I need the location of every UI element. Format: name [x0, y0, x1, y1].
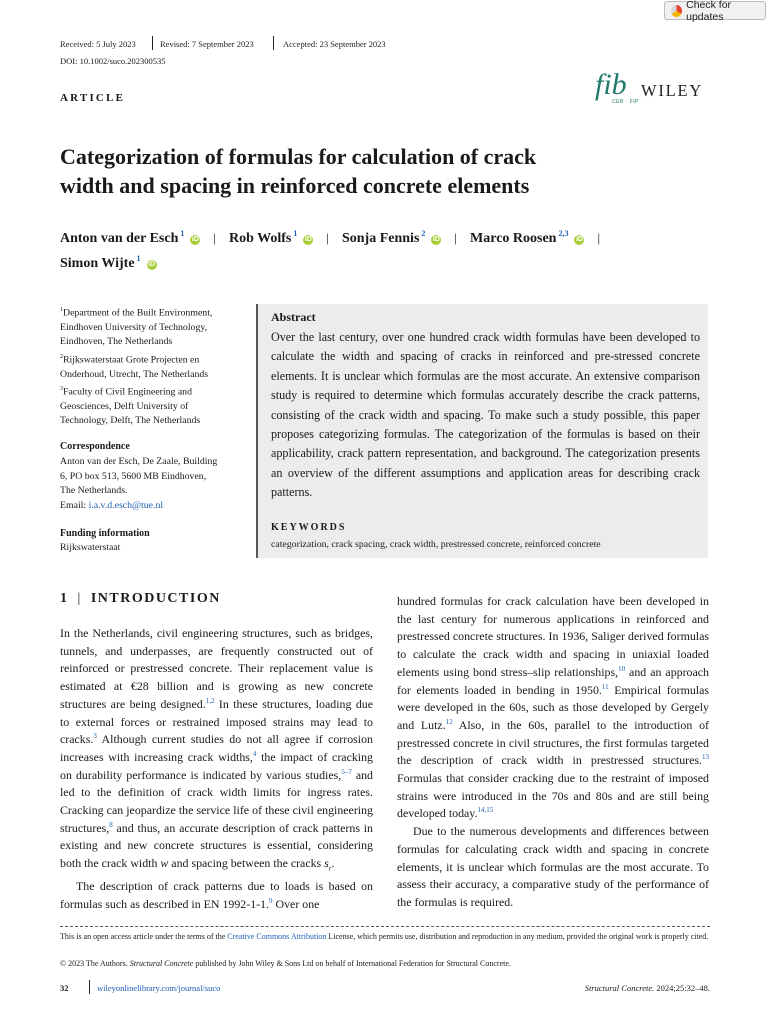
affiliation-marker[interactable]: 2	[421, 229, 426, 239]
keywords-text: categorization, crack spacing, crack width, prestressed concrete, reinforced concrete	[271, 539, 601, 550]
affiliation-item: $^3$Faculty of Civil Engineering and	[60, 386, 192, 398]
copyright-notice: © 2023 The Authors. Structural Concrete published by John Wiley & Sons Ltd on behalf of International Federation for Structural Concrete.	[60, 959, 511, 968]
citation-link[interactable]: 10	[618, 664, 626, 673]
author-separator: |	[597, 230, 601, 245]
author-separator: |	[213, 230, 216, 245]
paragraph: In the Netherlands, civil engineering structures, such as bridges, tunnels, and underpasses, are frequently constructed out of reinforced or prestressed concrete. Their replacement value is estimated at €28 billion and is growing as new concrete structures are being designed.$^{1,2}$ In these structures, loading due to external forces or restrained imposed strains may lead to cracks.$^3$ Although current studies do not all agree if corrosion increases with increasing crack widths,$^4$ the impact of cracking on durability performance is indicated by various studies,$^{5-7}$ and led to the definition of crack width limits for ingress rates. Cracking can jeopardize the service life of these civil engineering structures,$^8$ and thus, an accurate description of crack patterns in existing and new concrete structures is essential, considering both the crack width w and spacing between the cracks $s_r$.	[60, 626, 373, 873]
license-notice: This is an open access article under the terms of the Creative Commons Attribution License, which permits use, distribution and reproduction in any medium, provided the original work is properly cited.	[60, 932, 709, 941]
author-name[interactable]: Sonja Fennis	[341, 231, 420, 246]
keywords-heading: KEYWORDS	[271, 522, 347, 533]
received-date: Received: 5 July 2023	[60, 39, 136, 49]
section-heading: 1 | INTRODUCTION	[60, 591, 221, 606]
abstract-text: Over the last century, over one hundred crack width formulas have been developed to calculate the width and spacing of cracks in reinforced and pre-stressed concrete elements. It is unclear which formulas are the most accurate. An extensive comparison study is required to determine which formulas accurately describe the crack patterns, consisting of the crack width and spacing. To make such a study possible, this paper proposes categorizing formulas. The categorization of the formulas is based on their applicability, crack pattern representation, and background. The categorization presents an overview of the different assumptions and application areas for describing crack patterns.	[271, 330, 700, 500]
author-name[interactable]: Marco Roosen	[470, 231, 557, 246]
orcid-icon[interactable]: iD	[191, 236, 199, 243]
crossmark-icon	[671, 5, 682, 17]
body-column-left	[60, 625, 373, 914]
article-type: ARTICLE	[60, 92, 126, 104]
orcid-icon[interactable]: iD	[432, 236, 440, 243]
check-for-updates-button[interactable]	[664, 0, 766, 23]
affiliation-marker[interactable]: 2,3	[558, 229, 569, 239]
affiliation-item: $^2$Rijkswaterstaat Grote Projecten en	[60, 353, 200, 366]
author-list-line-2	[60, 254, 157, 272]
paragraph: hundred formulas for crack calculation have been developed in the last century for numerous applications in reinforced and prestressed concrete structures. In 1936, Saliger derived formulas to calculate the crack width and spacing in uniaxial loaded elements using bond stress–slip relationships,$^{10}$ and an approach for elements loaded in bending in 1950.11 Empirical formulas were developed in the 60s, such as those developed by Gergely and Lutz.$^{12}$ Also, in the 60s, parallel to the introduction of prestressed concrete in civil structures, the first formulas targeted the description of crack width in prestressed structures.$^{13}$ Formulas that consider cracking due to the restraint of imposed strains were introduced in the 70s and 80s and are still being developed today.$^{14,15}$	[397, 594, 709, 821]
author-separator: |	[326, 230, 329, 245]
correspondence-info: Anton van der Esch, De Zaale, Building 6, PO box 513, 5600 MB Eindhoven, The Netherlands. Email: i.a.v.d.esch@tue.nl	[60, 456, 218, 511]
title-line-2: width and spacing in reinforced concrete elements	[60, 173, 530, 198]
citation-link[interactable]: 3	[93, 732, 97, 741]
citation-link[interactable]: 13	[702, 753, 709, 762]
affiliations: $^1$Department of the Built Environment, Eindhoven University of Technology, Eindhoven, The Netherlands $^2$Rijkswaterstaat Grote Projecten en Onderhoud, Utrecht, The Netherlands $^3$Faculty of Civil Engineering and Geosciences, Delft University of Technology, Delft, The Netherlands	[60, 303, 245, 429]
citation-link[interactable]: 11	[601, 682, 609, 691]
affiliation-marker[interactable]: 1	[180, 229, 185, 239]
citation-link[interactable]: 5–7	[341, 767, 352, 776]
citation-link[interactable]: 14,15	[477, 806, 494, 815]
author-name[interactable]: Anton van der Esch	[60, 231, 179, 246]
correspondence-heading: Correspondence	[60, 441, 130, 452]
author-name[interactable]: Rob Wolfs	[229, 231, 292, 246]
page-number: 32	[60, 983, 69, 993]
author-name[interactable]: Simon Wijte	[60, 256, 135, 271]
abstract-heading: Abstract	[271, 310, 316, 324]
citation-link[interactable]: 12	[445, 717, 453, 726]
paragraph: Due to the numerous developments and differences between formulas for calculating crack width and spacing in concrete elements, it is unclear which formulas are the most accurate. To assess their accuracy, a comparative study of the performance of the formulas is required.	[397, 824, 709, 909]
footer-divider	[60, 926, 710, 927]
affiliation-item: $^1$Department of the Built Environment,	[60, 307, 213, 319]
citation-link[interactable]: 9	[269, 896, 273, 905]
orcid-icon[interactable]: iD	[575, 236, 583, 243]
citation-link[interactable]: 1,2	[205, 696, 215, 705]
license-link[interactable]: Creative Commons Attribution	[227, 932, 327, 941]
affiliation-marker[interactable]: 1	[293, 229, 298, 239]
doi: DOI: 10.1002/suco.202300535	[60, 56, 166, 66]
title-line-1: Categorization of formulas for calculation of crack	[60, 144, 537, 169]
affiliation-marker[interactable]: 1	[136, 254, 141, 264]
check-for-updates-label: Check for updates	[686, 0, 732, 23]
page-title	[60, 142, 700, 200]
fib-logo-subtext: CEB · FIP	[612, 99, 640, 105]
accepted-date: Accepted: 23 September 2023	[283, 39, 386, 49]
revised-date: Revised: 7 September 2023	[160, 39, 254, 49]
fib-logo: fib	[595, 68, 627, 101]
orcid-icon[interactable]: iD	[148, 261, 156, 268]
author-separator: |	[454, 230, 458, 245]
citation-link[interactable]: 4	[252, 749, 257, 758]
header-divider	[152, 36, 153, 50]
body-column-right	[397, 593, 709, 912]
funding-heading: Funding information	[60, 528, 150, 539]
header-divider	[273, 36, 274, 50]
citation-link[interactable]: 8	[109, 820, 113, 829]
wiley-logo: WILEY	[641, 81, 704, 100]
journal-site-link[interactable]: wileyonlinelibrary.com/journal/suco	[97, 983, 221, 993]
journal-citation: Structural Concrete. 2024;25:32–48.	[584, 983, 710, 993]
paragraph: The description of crack patterns due to loads is based on formulas such as described in EN 1992-1-1.$^9$ Over one	[60, 879, 373, 911]
footer-separator	[89, 980, 90, 994]
author-list	[60, 229, 720, 247]
email-link[interactable]: i.a.v.d.esch@tue.nl	[88, 499, 164, 511]
funding-text: Rijkswaterstaat	[60, 542, 121, 553]
orcid-icon[interactable]: iD	[304, 236, 312, 243]
